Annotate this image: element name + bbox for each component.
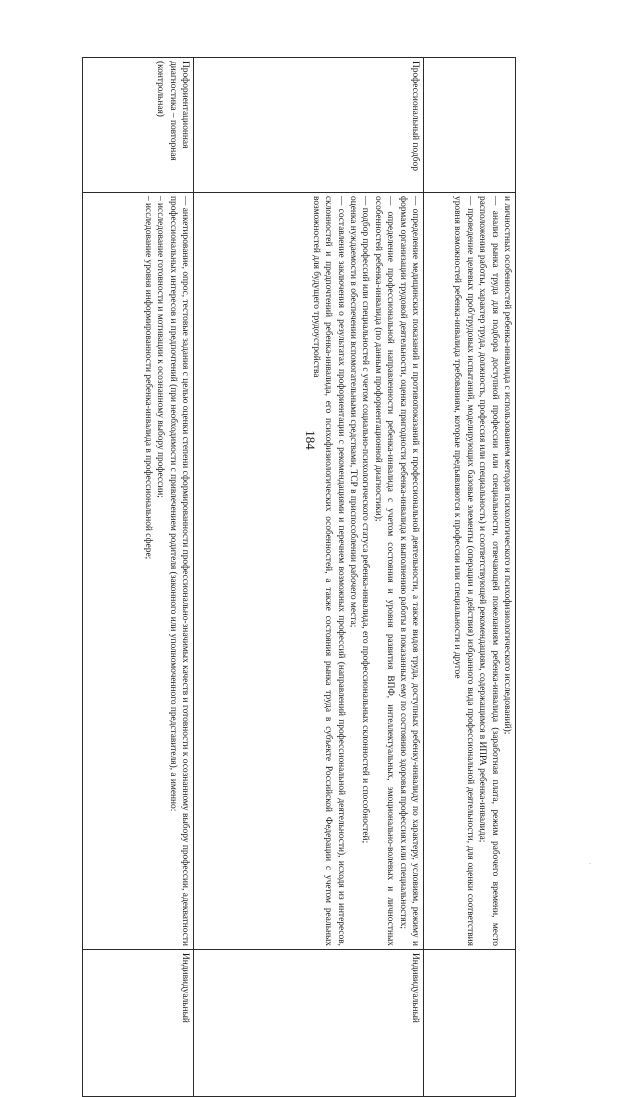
content-cell [424,193,516,950]
content-paragraph: — анализ рынка труда для подбора доступной профессии или специальности, отвечающей пожеланиям ребенка-инвалида (заработная плата, режим рабочего времени, место расположения работы, характер труда, должность, профессия или специальность) и соответствующей рекомендациям, содержащимся в ИПРА ребенка-инвалида; [477,196,500,946]
form-cell: Индивидуальный [194,950,424,1097]
content-paragraph: оценка нуждаемости в обеспечении вспомогательными средствами, ТСР в приспособлении рабочего места; [347,196,358,628]
content-cell [194,193,424,950]
section-cell [424,58,516,193]
table-row [424,58,516,1097]
section-cell: Профессиональный подбор [194,58,424,193]
content-paragraph: — определение медицинских показаний и противопоказаний к профессиональной деятельности, а также видов труда, доступных ребенку-инвалиду по характеру, условиям, режиму и формам организации трудовой деятельности, оценка пригодности ребенка-инвалида к выполнению работы в показанных ему по состоянию здоровья профессиях или специальностях; [397,196,420,946]
scan-speck: · [589,860,592,868]
content-cell [83,193,194,950]
form-cell [424,950,516,1097]
content-paragraph: — проведение целевых проб/трудовых испытаний, моделирующих базовые элементы (операции и действия) избранного вида профессиональной деятельности, для оценки соответствия уровня возможностей ребенка-инвалида требованиям, которые предъявляются к профессии или специальности и другое [452,196,475,946]
table-row [83,58,194,1097]
content-paragraph: — определение профессиональной направленности ребенка-инвалида с учетом состояния и уровня развития ВПФ, интеллектуальных, эмоционально-волевых и личностных особенностей ребенка-инвалида (по данным профориентационной диагностики); [372,196,396,946]
program-table [82,57,516,1097]
page-number: 184 [303,430,318,450]
table-row [194,58,424,1097]
form-cell: Индивидуальный [83,950,194,1097]
content-paragraph: — анкетирование, опрос, тестовые задания с целью оценки степени сформированности профессионально-значимых качеств и готовности к осознанному выбору профессии, адекватности профессиональных интересов и предпочтений (при необходимости с привлечением родителя (законного или уполномоченного представителя), а именно: [167,196,190,946]
rotated-page-content [82,57,516,1097]
content-paragraph: — составление заключения о результатах профориентации с рекомендациями и перечнем возможных профессий (направлений профессиональной деятельности), исходя из интересов, склонностей и предпочтений ребенка-инвалида, его психофизиологических особенностей, а также состояния рынка труда в субъекте Российской Федерации с учетом реальных возможностей для будущего трудоустройства [310,196,346,946]
content-paragraph: — подбор профессий или специальностей с учетом социально-психологического статуса ребенка-инвалида, его профессиональных склонностей и способностей; [360,196,371,844]
content-paragraph: – исследование уровня информированности ребенка-инвалида в профессиональной сфере; [142,196,153,560]
section-cell: Профориентационная диагностика – повторная (контрольная) [83,58,194,193]
content-paragraph: и личностных особенностей ребенка-инвалида с использованием методов психологического и психофизиологического исследований); [502,196,512,735]
content-paragraph: – исследование готовности и мотивации к осознанному выбору профессии; [155,196,166,498]
